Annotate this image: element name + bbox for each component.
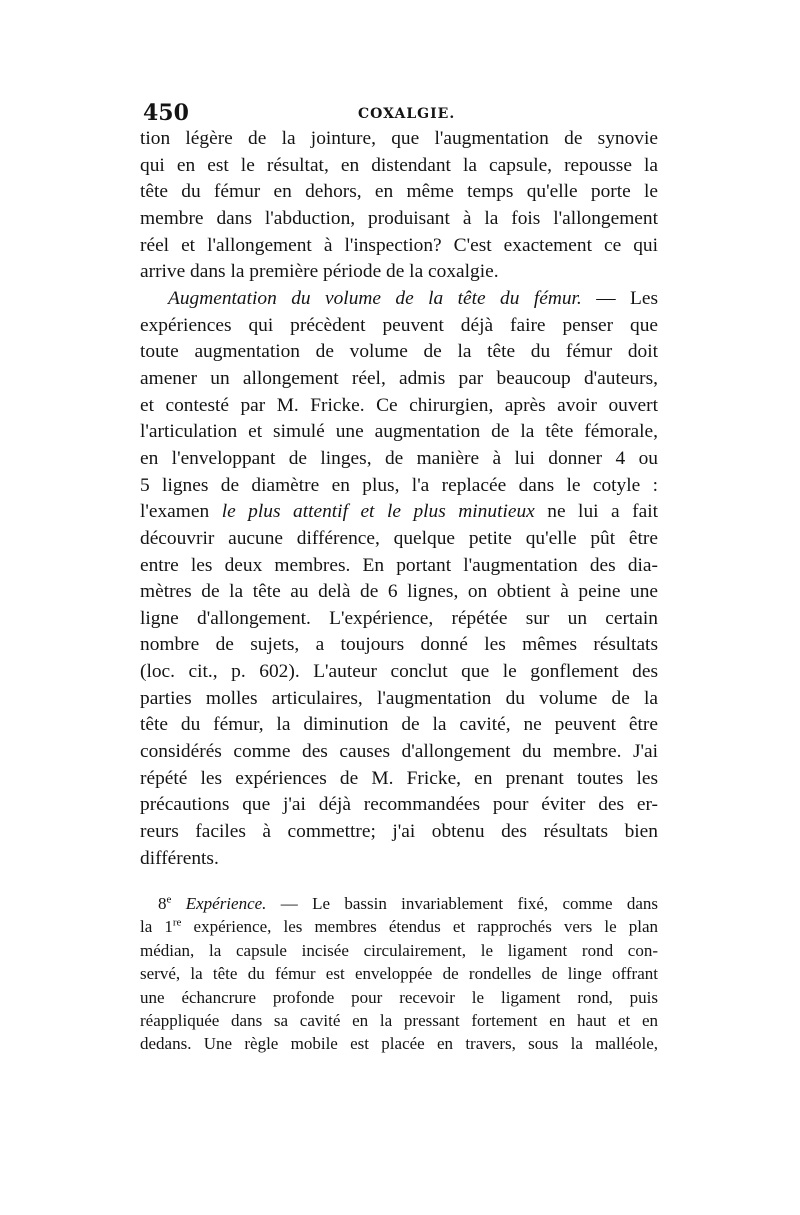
running-title: COXALGIE.	[358, 106, 456, 122]
section-heading-line	[140, 286, 658, 313]
text-line: considérés comme des causes d'allongement du membre. J'ai	[140, 741, 658, 763]
text-line: découvrir aucune différence, quelque petite qu'elle pût être	[140, 527, 658, 549]
main-text	[140, 126, 658, 872]
experiment-note	[140, 892, 658, 1056]
experiment-line	[140, 915, 658, 938]
text-line: mètres de la tête au delà de 6 lignes, on obtient à peine une	[140, 581, 658, 603]
text-line: ligne d'allongement. L'expérience, répétée sur un certain	[140, 607, 658, 629]
text-line: arrive dans la première période de la coxalgie.	[140, 261, 499, 283]
text-line: parties molles articulaires, l'augmentation du volume de la	[140, 687, 658, 709]
experiment-heading-line	[140, 892, 658, 915]
emphasis-after: ne lui a fait	[534, 501, 658, 523]
text-line: (loc. cit., p. 602). L'auteur conclut que le gonflement des	[140, 661, 658, 683]
text-line: tête du fémur, la diminution de la cavité, ne peuvent être	[140, 714, 658, 736]
text-line: reurs faciles à commettre; j'ai obtenu des résultats bien	[140, 821, 658, 843]
text-line: l'articulation et simulé une augmentation de la tête fémorale,	[140, 421, 658, 443]
experiment-line: servé, la tête du fémur est enveloppée de rondelles de linge offrant	[140, 964, 658, 984]
experiment-number-sup: e	[166, 893, 172, 906]
emphasis-before: l'examen	[140, 501, 222, 523]
text-line: en l'enveloppant de linges, de manière à lui donner 4 ou	[140, 447, 658, 469]
experiment-line2-before: la 1	[140, 917, 173, 937]
text-line: nombre de sujets, a toujours donné les mêmes résultats	[140, 634, 658, 656]
page-number: 450	[143, 100, 189, 126]
emphasis-line	[140, 499, 658, 526]
text-line: qui en est le résultat, en distendant la capsule, repousse la	[140, 154, 658, 176]
experiment-heading-tail: — Le bassin invariablement fixé, comme dans	[266, 894, 658, 913]
text-line: tête du fémur en dehors, en même temps qu'elle porte le	[140, 181, 658, 203]
text-line: tion légère de la jointure, que l'augmentation de synovie	[140, 128, 658, 149]
text-line: 5 lignes de diamètre en plus, l'a replacée dans le cotyle :	[140, 474, 658, 496]
text-line: toute augmentation de volume de la tête du fémur doit	[140, 341, 658, 363]
experiment-line2-after: expérience, les membres étendus et rapprochés vers le plan	[181, 917, 658, 937]
text-line: expériences qui précèdent peuvent déjà faire penser que	[140, 314, 658, 336]
text-line: et contesté par M. Fricke. Ce chirurgien, après avoir ouvert	[140, 394, 658, 416]
running-head	[143, 100, 663, 128]
text-line: réel et l'allongement à l'inspection? C'est exactement ce qui	[140, 234, 658, 256]
text-line: précautions que j'ai déjà recommandées pour éviter des er-	[140, 794, 658, 816]
emphasis-text: le plus attentif et le plus minutieux	[221, 501, 535, 523]
experiment-line: une échancrure profonde pour recevoir le ligament rond, puis	[140, 987, 658, 1007]
section-heading: Augmentation du volume de la tête du fémur.	[168, 287, 582, 309]
experiment-line: dedans. Une règle mobile est placée en travers, sous la malléole,	[140, 1034, 658, 1054]
experiment-number: 8	[158, 894, 167, 913]
experiment-line: réappliquée dans sa cavité en la pressant fortement en haut et en	[140, 1011, 658, 1031]
text-line: différents.	[140, 847, 219, 869]
text-line: entre les deux membres. En portant l'augmentation des dia-	[140, 554, 658, 576]
experiment-line2-sup: re	[172, 916, 182, 929]
text-line: amener un allongement réel, admis par beaucoup d'auteurs,	[140, 367, 658, 389]
text-line: membre dans l'abduction, produisant à la fois l'allongement	[140, 207, 658, 229]
experiment-label: Expérience.	[185, 894, 267, 913]
experiment-line: médian, la capsule incisée circulairement, le ligament rond con-	[140, 940, 658, 960]
text-line: répété les expériences de M. Fricke, en prenant toutes les	[140, 767, 658, 789]
section-heading-tail: — Les	[581, 287, 658, 309]
